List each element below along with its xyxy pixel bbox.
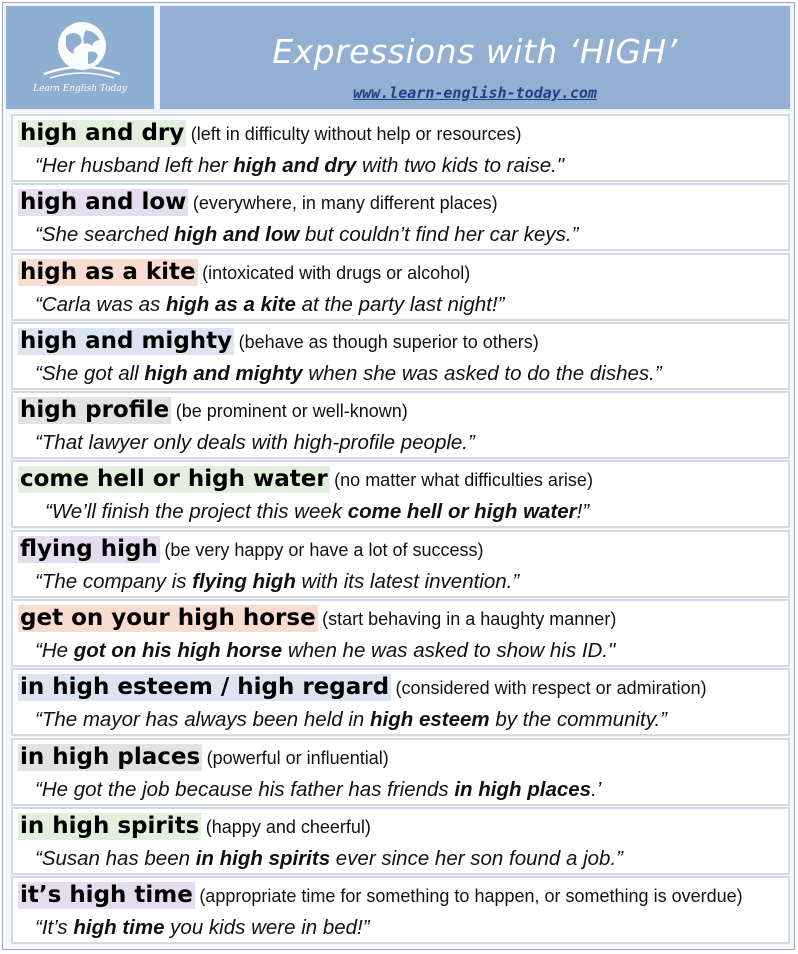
expression-heading xyxy=(18,189,498,216)
example-text-after: but couldn’t find her car keys.” xyxy=(299,223,579,247)
expression-phrase: get on your high horse xyxy=(20,605,316,632)
expression-phrase: in high places xyxy=(20,743,201,770)
expression-phrase: high and mighty xyxy=(20,327,233,354)
expression-row xyxy=(11,460,790,528)
expression-heading xyxy=(18,328,539,355)
expression-definition: (considered with respect or admiration) xyxy=(395,678,707,699)
expression-definition: (appropriate time for something to happen, or something is overdue) xyxy=(199,886,743,907)
example-text-after: !” xyxy=(576,500,590,524)
expression-definition: (be very happy or have a lot of success) xyxy=(164,539,484,560)
expression-heading xyxy=(18,120,522,147)
example-text-before: “Her husband left her xyxy=(35,154,234,177)
expression-definition: (behave as though superior to others) xyxy=(238,331,539,352)
expression-heading xyxy=(18,813,371,840)
expression-phrase: come hell or high water xyxy=(20,466,328,493)
expression-definition: (intoxicated with drugs or alcohol) xyxy=(202,262,471,283)
expression-phrase: in high spirits xyxy=(20,812,200,839)
example-bold-phrase: come hell or high water xyxy=(347,500,577,524)
example-text-after: at the party last night!” xyxy=(295,292,505,316)
example-text-before: “Susan has been xyxy=(35,846,196,870)
expression-row xyxy=(11,322,790,390)
expression-definition: (start behaving in a haughty manner) xyxy=(322,609,617,630)
expression-phrase: it’s high time xyxy=(20,882,193,909)
expression-definition: (powerful or influential) xyxy=(206,747,389,768)
expression-heading xyxy=(18,397,408,424)
expression-heading xyxy=(18,744,389,771)
expression-heading xyxy=(18,605,616,632)
example-text-before: “He got the job because his father has friends xyxy=(35,777,455,801)
expression-definition: (no matter what difficulties arise) xyxy=(334,470,593,491)
example-bold-phrase: high as a kite xyxy=(166,292,296,316)
example-sentence xyxy=(35,570,519,594)
example-text-before: “She got all xyxy=(35,361,145,385)
example-sentence xyxy=(35,916,370,940)
globe-icon xyxy=(40,18,124,84)
example-bold-phrase: flying high xyxy=(192,569,296,593)
example-bold-phrase: in high spirits xyxy=(195,846,331,870)
example-text-after: when she was asked to do the dishes.” xyxy=(302,361,662,385)
example-bold-phrase: high and low xyxy=(174,223,300,247)
expression-heading xyxy=(18,259,470,286)
example-bold-phrase: in high places xyxy=(454,777,592,801)
expression-row xyxy=(11,530,790,598)
expression-row xyxy=(11,738,790,806)
expression-row xyxy=(11,114,790,182)
expression-row xyxy=(11,668,790,736)
example-sentence xyxy=(35,154,564,178)
expression-definition: (everywhere, in many different places) xyxy=(192,193,498,214)
example-text-after: ever since her son found a job.” xyxy=(330,846,623,870)
example-bold-phrase: high and dry xyxy=(233,154,357,177)
example-sentence xyxy=(35,362,662,386)
expression-heading xyxy=(18,882,743,909)
example-text-after: with two kids to raise." xyxy=(356,154,565,177)
expression-heading xyxy=(18,674,707,701)
expression-phrase: flying high xyxy=(20,535,158,562)
example-sentence xyxy=(45,500,589,524)
example-text-before: “We’ll finish the project this week xyxy=(45,500,348,524)
website-link[interactable]: www.learn-english-today.com xyxy=(353,84,597,102)
expression-row xyxy=(11,876,790,944)
example-sentence xyxy=(35,778,601,802)
example-text-before: “That lawyer only deals with high-profile people.” xyxy=(35,431,475,455)
example-text-after: when he was asked to show his ID." xyxy=(282,639,616,663)
logo xyxy=(4,4,156,111)
expression-definition: (left in difficulty without help or resources) xyxy=(190,124,522,144)
expression-heading xyxy=(18,466,593,493)
expression-row xyxy=(11,599,790,667)
example-bold-phrase: got on his high horse xyxy=(73,639,283,663)
example-text-before: “She searched xyxy=(35,223,175,247)
example-sentence xyxy=(35,708,667,732)
example-sentence xyxy=(35,847,623,871)
expression-row xyxy=(11,391,790,459)
example-text-after: by the community.” xyxy=(489,708,667,732)
title-panel xyxy=(158,4,792,111)
expression-heading xyxy=(18,536,484,563)
page-title: Expressions with ‘HIGH’ xyxy=(272,32,678,71)
example-sentence xyxy=(35,293,504,317)
example-text-before: “He xyxy=(35,639,74,663)
expression-phrase: high and dry xyxy=(20,120,185,146)
expression-definition: (be prominent or well-known) xyxy=(175,401,408,422)
example-bold-phrase: high esteem xyxy=(370,708,490,732)
logo-text: Learn English Today xyxy=(33,84,127,94)
example-text-after: with its latest invention.” xyxy=(295,569,520,593)
expression-definition: (happy and cheerful) xyxy=(205,816,371,837)
example-text-after: .’ xyxy=(591,777,602,801)
expression-row xyxy=(11,807,790,875)
example-text-before: “It’s xyxy=(35,916,74,940)
expression-phrase: high and low xyxy=(20,189,187,216)
expression-phrase: high profile xyxy=(20,397,170,424)
example-sentence xyxy=(35,223,578,247)
example-text-before: “Carla was as xyxy=(35,292,167,316)
header xyxy=(4,4,792,111)
expression-row xyxy=(11,253,790,321)
expression-row xyxy=(11,183,790,251)
example-sentence xyxy=(35,431,475,455)
example-text-after: you kids were in bed!” xyxy=(164,916,370,940)
example-text-before: “The company is xyxy=(35,569,193,593)
expression-phrase: high as a kite xyxy=(20,258,196,285)
example-sentence xyxy=(35,639,615,663)
example-text-before: “The mayor has always been held in xyxy=(35,708,371,732)
example-bold-phrase: high and mighty xyxy=(144,361,303,385)
expression-phrase: in high esteem / high regard xyxy=(20,674,390,701)
expression-list xyxy=(11,114,790,946)
example-bold-phrase: high time xyxy=(73,916,165,940)
